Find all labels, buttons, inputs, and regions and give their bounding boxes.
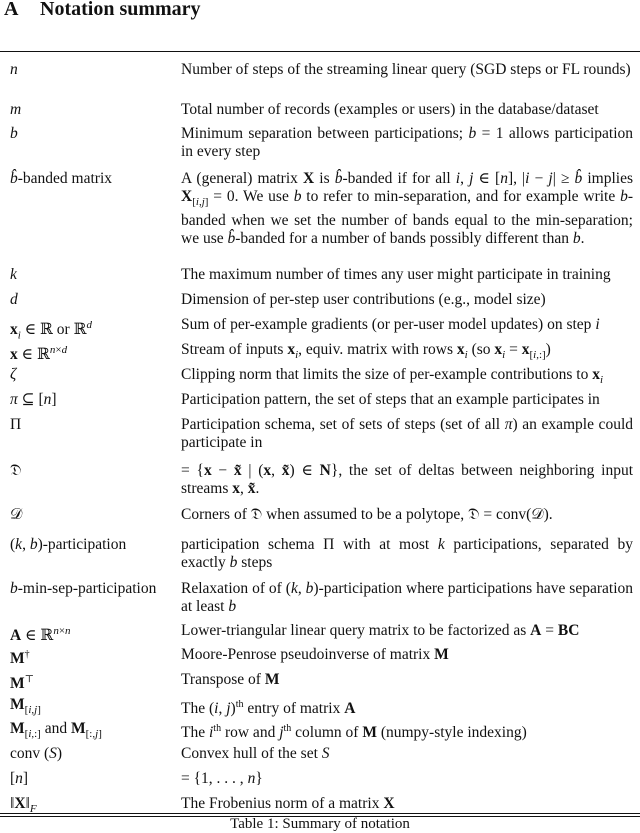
table-caption: Table 1: Summary of notation	[230, 816, 410, 832]
symbol-cell: $M_{[i,j]}$	[10, 696, 41, 717]
symbol-cell: Π	[10, 416, 22, 433]
description-cell: Dimension of per-step user contributions (e.g., model size)	[181, 291, 546, 308]
description-cell: Number of steps of the streaming linear query (SGD steps or FL rounds)	[181, 61, 631, 78]
symbol-cell: b̂-banded matrix	[10, 170, 113, 187]
symbol-cell: 𝔇	[10, 462, 22, 479]
description-cell: The $i^{th}$ row and $j^{th}$ column of M (numpy-style indexing)	[181, 723, 527, 742]
symbol-cell: k	[10, 266, 17, 283]
symbol-cell: [n]	[10, 770, 29, 787]
description-cell: Transpose of M	[181, 671, 280, 688]
description-cell: Clipping norm that limits the size of per-example contributions to $x_i$	[181, 366, 604, 387]
symbol-cell: n	[10, 61, 18, 78]
symbol-cell: M†	[10, 649, 30, 668]
description-cell: A (general) matrix X is b̂-banded if for all i, j ∈ [n], |i − j| ≥ b̂ implies $X_{[i,j]} = 0$. We use b to refer to min-separation, and for example write b-banded when we set the number of bands equal to the min-separation; we use b̂-banded for a number of bands possibly different than b.	[181, 170, 633, 247]
description-cell: The maximum number of times any user might participate in training	[181, 266, 611, 283]
section-number: A	[4, 0, 19, 20]
symbol-cell: b	[10, 125, 18, 142]
symbol-cell: b-min-sep-participation	[10, 580, 157, 597]
description-cell: Stream of inputs $x_i$, equiv. matrix with rows $x_i$ (so $x_i = x_{[i,:]}$)	[181, 341, 551, 362]
symbol-cell: $‖X‖_F$	[10, 795, 37, 816]
section-heading	[4, 0, 201, 21]
symbol-cell: $x_i$ ∈ ℝ or ℝ$^d$	[10, 319, 92, 342]
description-cell: participation schema Π with at most k participations, separated by exactly b steps	[181, 536, 633, 572]
symbol-cell: $M_{[i,:]}$ and $M_{[:,j]}$	[10, 720, 102, 741]
section-title: Notation summary	[40, 0, 201, 20]
symbol-cell: M⊤	[10, 674, 35, 693]
description-cell: Moore-Penrose pseudoinverse of matrix M	[181, 646, 449, 663]
description-cell: Participation pattern, the set of steps that an example participates in	[181, 391, 600, 408]
symbol-cell: A ∈ ℝ$^{n\times n}$	[10, 625, 71, 645]
symbol-cell: 𝒟	[10, 506, 23, 523]
symbol-cell: (k, b)-participation	[10, 536, 127, 553]
symbol-cell: π ⊆ [n]	[10, 391, 57, 408]
description-cell: Corners of 𝔇 when assumed to be a polytope, 𝔇 = conv(𝒟).	[181, 506, 553, 523]
description-cell: Sum of per-example gradients (or per-user model updates) on step i	[181, 316, 600, 333]
description-cell: The Frobenius norm of a matrix X	[181, 795, 395, 812]
description-cell: Minimum separation between participations; b = 1 allows participation in every step	[181, 125, 633, 161]
symbol-cell: d	[10, 291, 18, 308]
description-cell: Convex hull of the set S	[181, 745, 330, 762]
description-cell: Lower-triangular linear query matrix to be factorized as A = BC	[181, 622, 580, 639]
description-cell: Total number of records (examples or users) in the database/dataset	[181, 101, 599, 118]
description-cell: = {x − x̃ | (x, x̃) ∈ N}, the set of deltas between neighboring input streams x, x̃.	[181, 462, 634, 498]
symbol-cell: ζ	[10, 366, 17, 383]
symbol-cell: m	[10, 101, 22, 118]
description-cell: = {1, . . . , n}	[181, 770, 263, 787]
description-cell: Relaxation of of (k, b)-participation where participations have separation at least b	[181, 580, 633, 616]
symbol-cell: conv (S)	[10, 745, 63, 762]
table-top-rule	[0, 51, 640, 52]
description-cell: Participation schema, set of sets of steps (set of all π) an example could participate in	[181, 416, 633, 452]
description-cell: The (i, j)$^{th}$ entry of matrix A	[181, 699, 356, 718]
symbol-cell: x ∈ ℝ$^{n\times d}$	[10, 344, 68, 364]
